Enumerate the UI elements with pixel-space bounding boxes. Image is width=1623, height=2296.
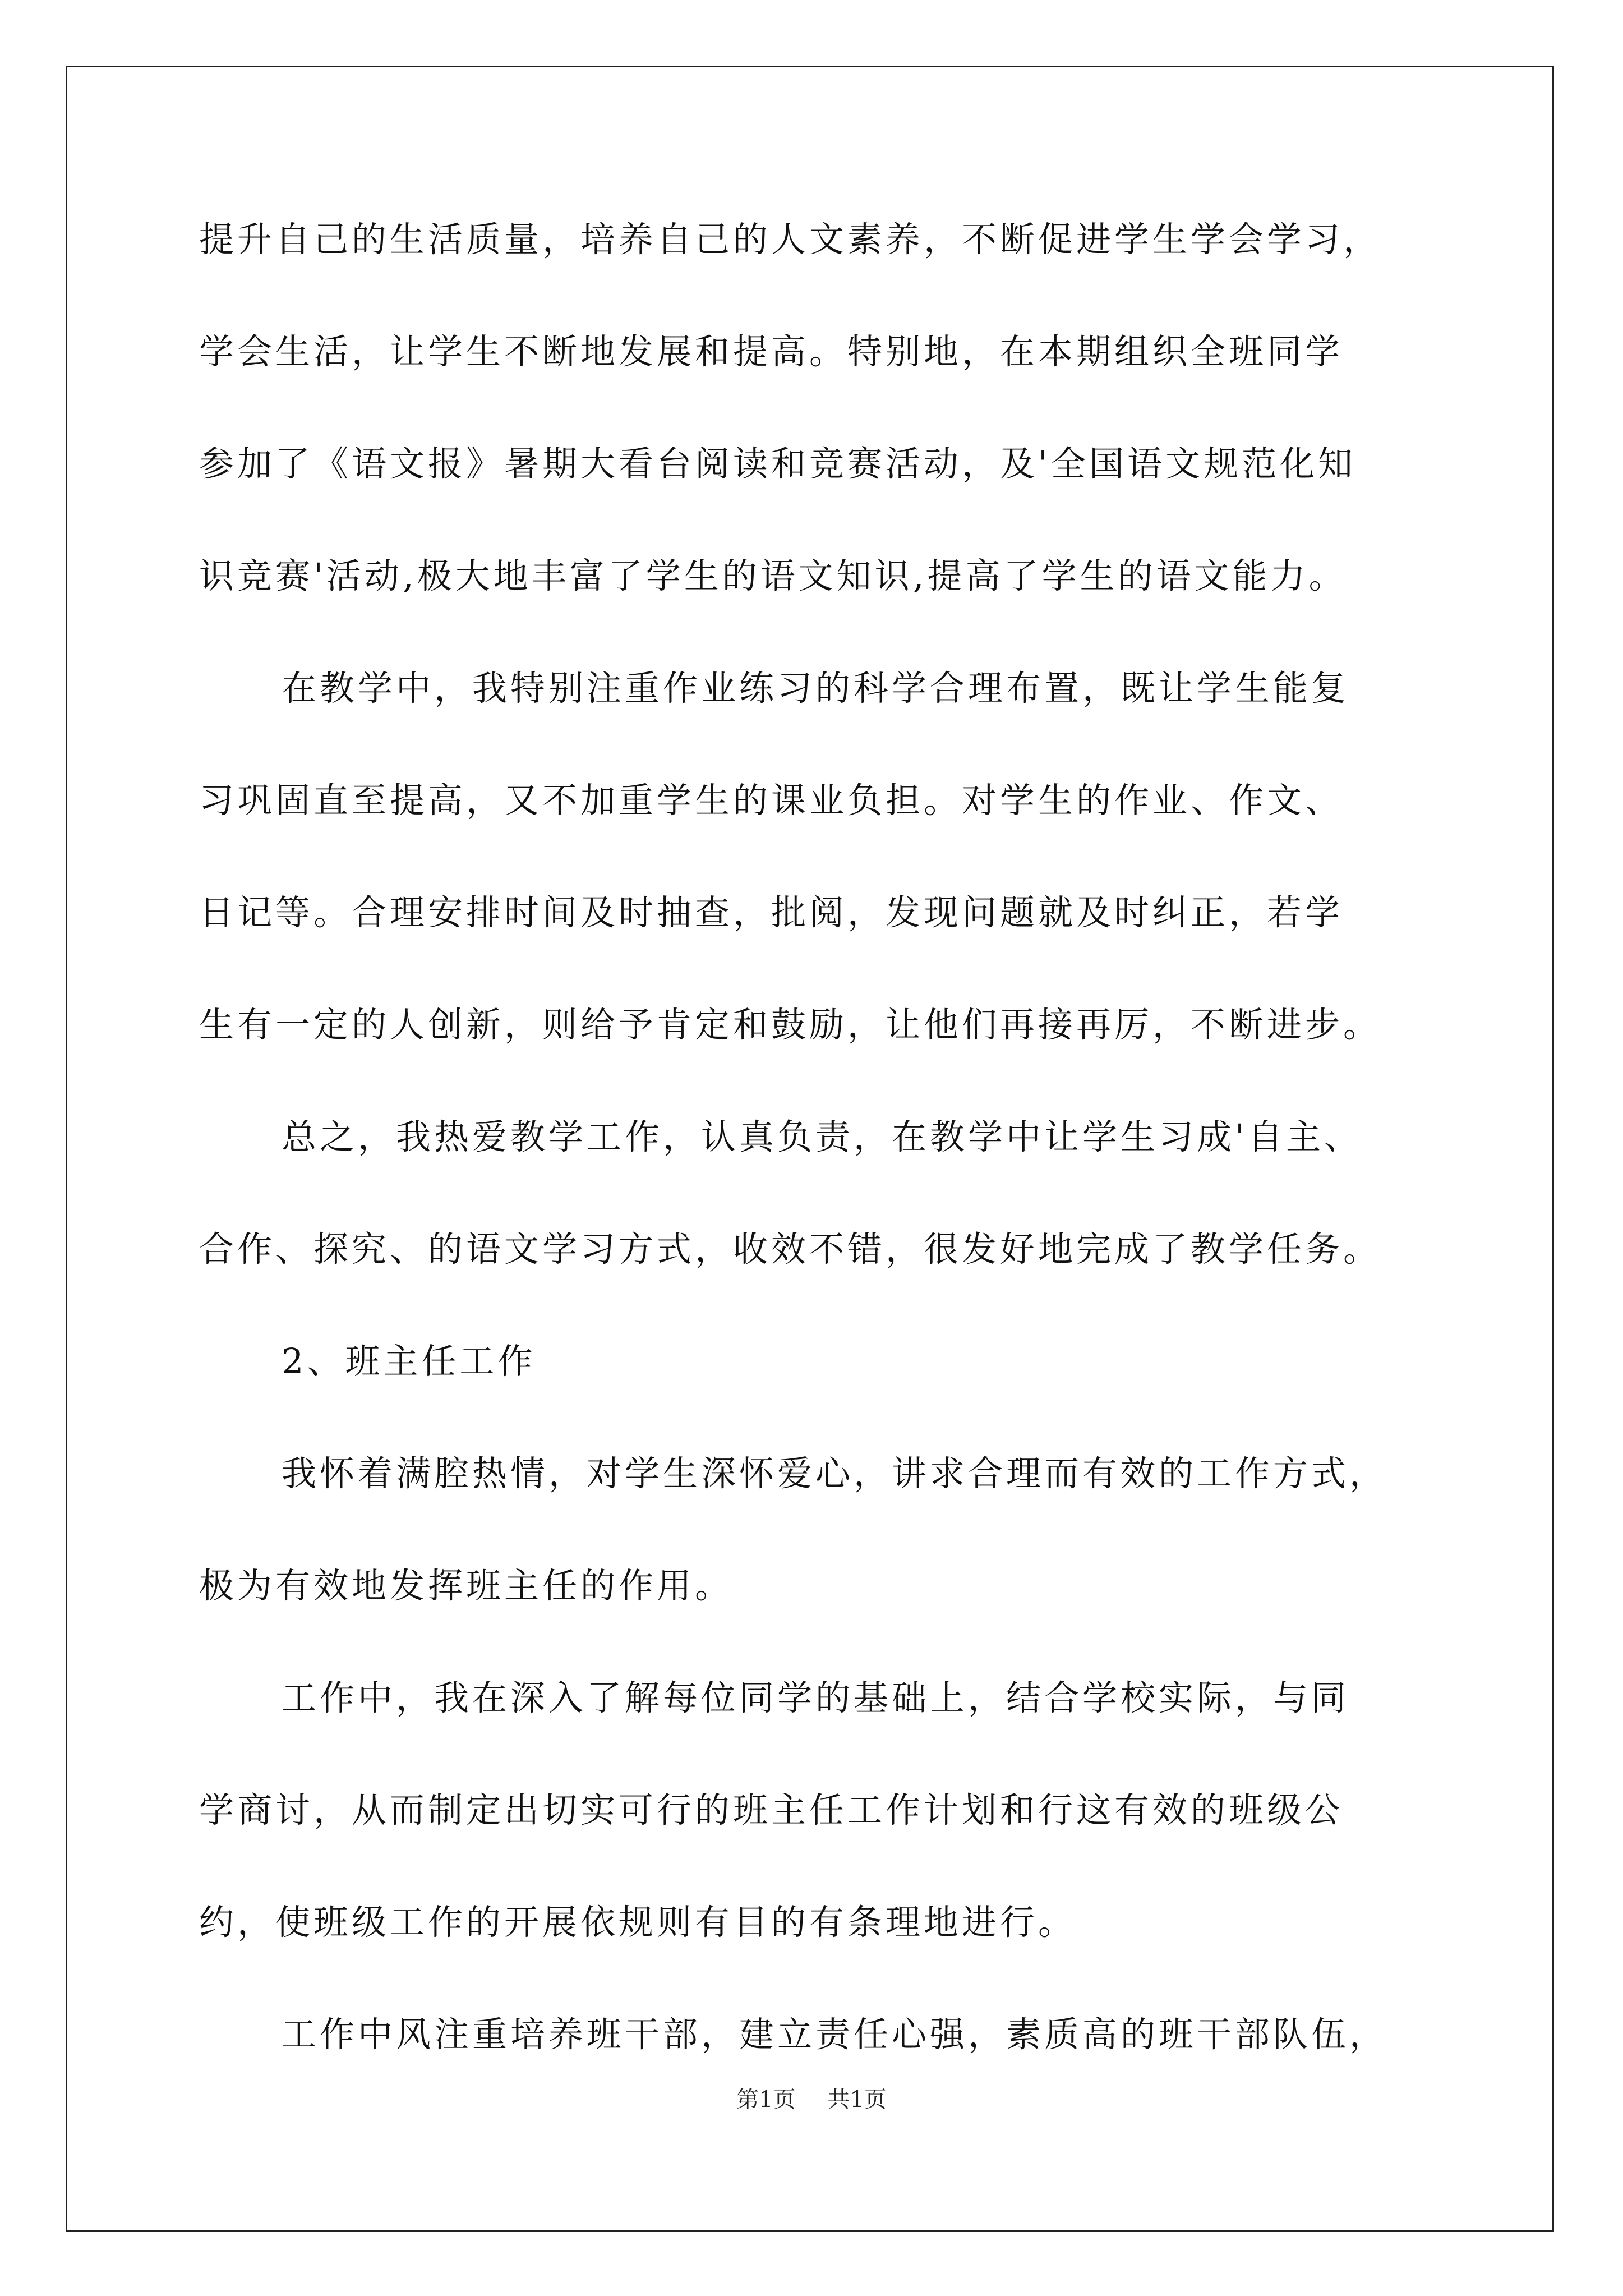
paragraph-first-line: 工作中风注重培养班干部，建立责任心强，素质高的班干部队伍， bbox=[282, 2014, 1388, 2055]
text-line: 参加了《语文报》暑期大看台阅读和竞赛活动，及'全国语文规范化知 bbox=[199, 443, 1357, 484]
paragraph-first-line: 总之，我热爱教学工作，认真负责，在教学中让学生习成'自主、 bbox=[282, 1116, 1363, 1157]
text-line: 学会生活，让学生不断地发展和提高。特别地，在本期组织全班同学 bbox=[199, 331, 1344, 372]
text-line: 日记等。合理安排时间及时抽查，批阅，发现问题就及时纠正，若学 bbox=[199, 892, 1344, 933]
text-line: 学商讨，从而制定出切实可行的班主任工作计划和行这有效的班级公 bbox=[199, 1789, 1344, 1830]
text-line: 极为有效地发挥班主任的作用。 bbox=[199, 1565, 734, 1606]
paragraph-first-line: 工作中，我在深入了解每位同学的基础上，结合学校实际，与同 bbox=[282, 1677, 1350, 1718]
page-number: 第1页 bbox=[736, 2087, 796, 2113]
page-footer bbox=[0, 2086, 1623, 2114]
text-line: 提升自己的生活质量，培养自己的人文素养，不断促进学生学会学习， bbox=[199, 219, 1382, 260]
text-line: 习巩固直至提高，又不加重学生的课业负担。对学生的作业、作文、 bbox=[199, 780, 1344, 821]
text-line: 约，使班级工作的开展依规则有目的有条理地进行。 bbox=[199, 1902, 1077, 1943]
page-total: 共1页 bbox=[827, 2087, 887, 2113]
paragraph-first-line: 我怀着满腔热情，对学生深怀爱心，讲求合理而有效的工作方式， bbox=[282, 1453, 1388, 1494]
paragraph-first-line: 在教学中，我特别注重作业练习的科学合理布置，既让学生能复 bbox=[282, 668, 1350, 708]
text-line: 生有一定的人创新，则给予肯定和鼓励，让他们再接再厉，不断进步。 bbox=[199, 1004, 1382, 1045]
text-line: 合作、探究、的语文学习方式，收效不错，很发好地完成了教学任务。 bbox=[199, 1228, 1382, 1269]
text-line: 识竞赛'活动,极大地丰富了学生的语文知识,提高了学生的语文能力。 bbox=[199, 555, 1347, 596]
section-heading: 2、班主任工作 bbox=[282, 1341, 536, 1382]
